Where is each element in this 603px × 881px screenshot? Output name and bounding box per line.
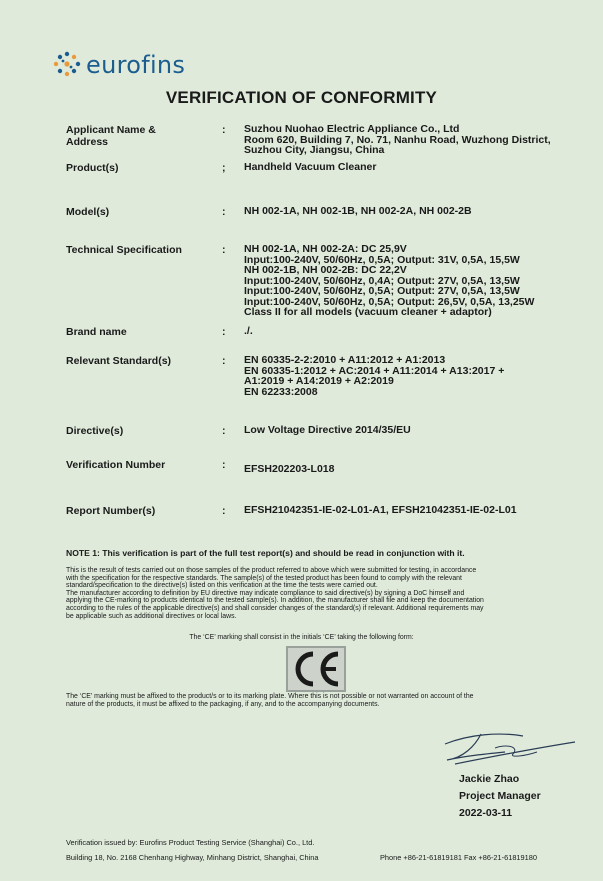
footer-phone-fax: Phone +86-21-61819181 Fax +86-21-61819180: [380, 853, 537, 862]
directive-value: Low Voltage Directive 2014/35/EU: [244, 424, 411, 436]
verification-value: EFSH202203-L018: [244, 463, 335, 475]
model-value: NH 002-1A, NH 002-1B, NH 002-2A, NH 002-2B: [244, 205, 472, 217]
signer-date: 2022-03-11: [459, 807, 513, 819]
colon: :: [222, 505, 226, 517]
model-label: Model(s): [66, 206, 110, 218]
verification-label: Verification Number: [66, 459, 166, 471]
test-result-paragraph: This is the result of tests carried out on those samples of the product referred to above which were submitted for testing, in accordance with the specification for the respective standards. The sample(s) of the tested product has been found to comply with the relevant standard/specification to the directive(s) listed on this verification at the time the tests were carried out. The manufacturer according to definition by EU directive may indicate compliance to said directive(s) by signing a DoC himself and applying the CE-marking to products identical to the tested sample(s). In addition, the manufacturer shall file and keep the documentation according to the rules of the applicable directive(s) and shall consider changes of the standard(s) if relevant. Additional requirements may be applicable such as additional directives or local laws.: [66, 567, 484, 620]
page-title: VERIFICATION OF CONFORMITY: [165, 88, 438, 107]
eurofins-logo: [52, 50, 185, 80]
directive-label: Directive(s): [66, 425, 124, 437]
footer-address: Building 18, No. 2168 Chenhang Highway, Minhang District, Shanghai, China: [66, 853, 319, 862]
signature-icon: [425, 724, 585, 772]
signer-name: Jackie Zhao: [459, 773, 520, 785]
applicant-label: Applicant Name & Address: [66, 124, 156, 148]
colon: :: [222, 206, 226, 218]
colon: :: [222, 326, 226, 338]
colon: :: [222, 244, 226, 256]
colon: ;: [222, 162, 226, 174]
note-title: NOTE 1: This verification is part of the full test report(s) and should be read in conjunction with it.: [66, 548, 465, 558]
brand-value: ./.: [244, 325, 253, 337]
ce-mark-icon: [286, 646, 346, 692]
ce-affix-paragraph: The ‘CE’ marking must be affixed to the product/s or to its marking plate. Where this is not possible or not warranted on account of the nature of the products, it must be affixed to the packaging, if any, and to the accompanying documents.: [66, 693, 474, 708]
standards-value: EN 60335-2-2:2010 + A11:2012 + A1:2013 EN 60335-1:2012 + AC:2014 + A11:2014 + A13:2017 + A1:2019 + A14:2019 + A2:2019 EN 62233:2008: [244, 354, 505, 398]
ce-caption: The ‘CE’ marking shall consist in the initials ‘CE’ taking the following form:: [189, 634, 414, 641]
technical-label: Technical Specification: [66, 244, 182, 256]
report-value: EFSH21042351-IE-02-L01-A1, EFSH21042351-IE-02-L01: [244, 504, 517, 516]
colon: :: [222, 425, 226, 437]
colon: :: [222, 355, 226, 367]
footer-issued-by: Verification issued by: Eurofins Product Testing Service (Shanghai) Co., Ltd.: [66, 838, 315, 847]
applicant-value: Suzhou Nuohao Electric Appliance Co., Ltd Room 620, Building 7, No. 71, Nanhu Road, Wuzhong District, Suzhou City, Jiangsu, China: [244, 123, 551, 156]
eurofins-wordmark: eurofins: [86, 51, 186, 79]
colon: :: [222, 459, 226, 471]
product-value: Handheld Vacuum Cleaner: [244, 161, 377, 173]
technical-value: NH 002-1A, NH 002-2A: DC 25,9V Input:100-240V, 50/60Hz, 0,5A; Output: 31V, 0,5A, 15,5W NH 002-1B, NH 002-2B: DC 22,2V Input:100-240V, 50/60Hz, 0,4A; Output: 27V, 0,5A, 13,5W Input:100-240V, 50/60Hz, 0,5A; Output: 27V, 0,5A, 13,5W Input:100-240V, 50/60Hz, 0,5A; Output: 26,5V, 0,5A, 13,25W Class II for all models (vacuum cleaner + adaptor): [244, 243, 535, 318]
brand-label: Brand name: [66, 326, 127, 338]
colon: :: [222, 124, 226, 136]
product-label: Product(s): [66, 162, 119, 174]
standards-label: Relevant Standard(s): [66, 355, 172, 367]
signer-title: Project Manager: [459, 790, 541, 802]
eurofins-dots-icon: [52, 50, 82, 80]
report-label: Report Number(s): [66, 505, 156, 517]
